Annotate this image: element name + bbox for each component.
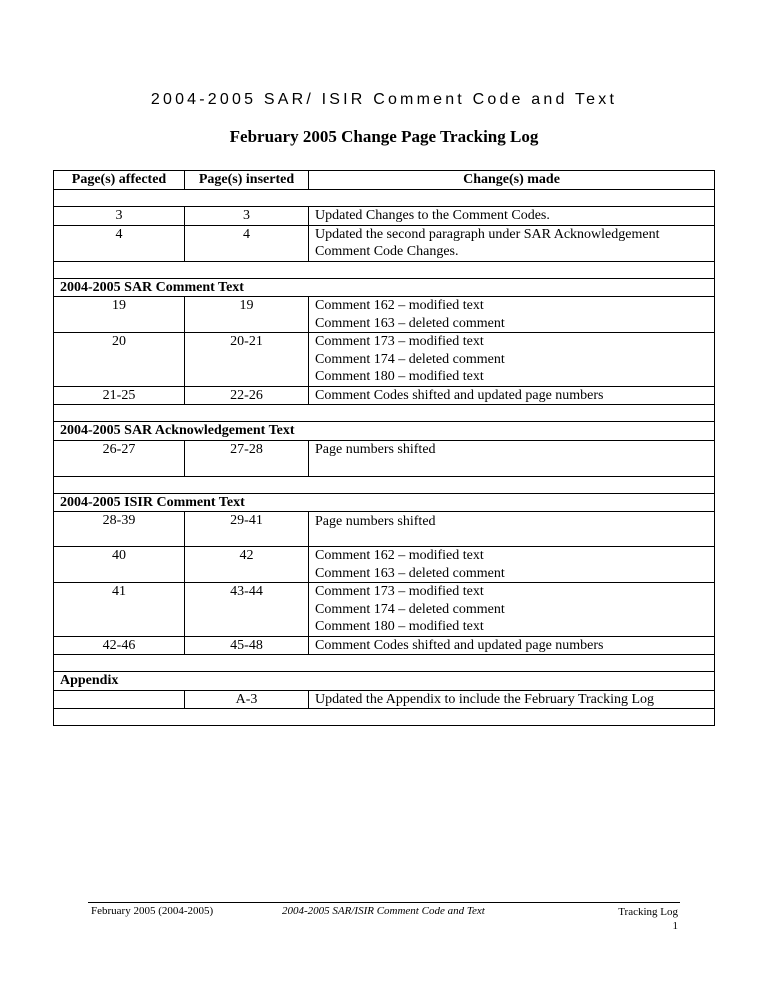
section-heading-row xyxy=(54,422,715,441)
section-heading-row xyxy=(54,672,715,691)
section-heading-row xyxy=(54,493,715,512)
pages-inserted-cell: 42 xyxy=(185,547,309,583)
section-title: 2004-2005 SAR Comment Text xyxy=(54,278,715,297)
change-line: Comment 180 – modified text xyxy=(315,369,484,384)
table-row xyxy=(54,297,715,333)
section-title: 2004-2005 SAR Acknowledgement Text xyxy=(54,422,715,441)
tracking-log-table xyxy=(53,170,715,726)
change-line: Comment 173 – modified text xyxy=(315,584,484,599)
pages-affected-cell: 3 xyxy=(54,207,185,226)
footer-document-title: 2004-2005 SAR/ISIR Comment Code and Text xyxy=(282,905,485,917)
change-line: Updated Changes to the Comment Codes. xyxy=(315,208,550,223)
change-line: Comment 180 – modified text xyxy=(315,619,484,634)
pages-inserted-cell: 3 xyxy=(185,207,309,226)
pages-inserted-cell: 20-21 xyxy=(185,333,309,387)
header-changes-made: Change(s) made xyxy=(309,171,715,190)
pages-inserted-cell: 19 xyxy=(185,297,309,333)
change-line: Comment 162 – modified text xyxy=(315,548,484,563)
footer-section-label: Tracking Log xyxy=(618,906,678,918)
spacer-row xyxy=(54,261,715,278)
table-header-row xyxy=(54,171,715,190)
pages-affected-cell: 20 xyxy=(54,333,185,387)
changes-cell xyxy=(309,386,715,405)
change-line: Page numbers shifted xyxy=(315,514,436,529)
table-row xyxy=(54,225,715,261)
page-number: 1 xyxy=(672,920,678,932)
pages-affected-cell: 4 xyxy=(54,225,185,261)
section-title: 2004-2005 ISIR Comment Text xyxy=(54,493,715,512)
table-row xyxy=(54,333,715,387)
pages-affected-cell xyxy=(54,690,185,709)
table-row xyxy=(54,386,715,405)
change-line: Comment 173 – modified text xyxy=(315,334,484,349)
footer-date: February 2005 (2004-2005) xyxy=(91,905,214,917)
change-line: Comment 162 – modified text xyxy=(315,298,484,313)
pages-inserted-cell: A-3 xyxy=(185,690,309,709)
change-line: Updated the second paragraph under SAR Acknowledgement xyxy=(315,226,660,242)
pages-inserted-cell: 45-48 xyxy=(185,636,309,655)
pages-affected-cell: 28-39 xyxy=(54,512,185,547)
change-line: Page numbers shifted xyxy=(315,441,436,457)
change-line: Comment Codes shifted and updated page numbers xyxy=(315,387,604,403)
changes-cell xyxy=(309,207,715,226)
spacer-row xyxy=(54,405,715,422)
changes-cell xyxy=(309,440,715,476)
section-heading-row xyxy=(54,278,715,297)
spacer-row xyxy=(54,709,715,726)
table-row xyxy=(54,207,715,226)
table-row xyxy=(54,440,715,476)
table-row xyxy=(54,583,715,637)
pages-inserted-cell: 4 xyxy=(185,225,309,261)
header-pages-affected: Page(s) affected xyxy=(54,171,185,190)
change-line: Comment Code Changes. xyxy=(315,244,459,259)
pages-affected-cell: 21-25 xyxy=(54,386,185,405)
footer-divider xyxy=(88,902,680,903)
document-title: 2004-2005 SAR/ ISIR Comment Code and Text xyxy=(150,91,618,108)
pages-affected-cell: 26-27 xyxy=(54,440,185,476)
table-row xyxy=(54,636,715,655)
document-subtitle: February 2005 Change Page Tracking Log xyxy=(229,127,539,146)
change-line: Comment 174 – deleted comment xyxy=(315,601,505,617)
footer-page-info xyxy=(618,905,678,933)
changes-cell xyxy=(309,225,715,261)
pages-affected-cell: 19 xyxy=(54,297,185,333)
changes-cell xyxy=(309,512,715,547)
pages-inserted-cell: 27-28 xyxy=(185,440,309,476)
change-line: Updated the Appendix to include the February Tracking Log xyxy=(315,691,655,707)
change-line: Comment 163 – deleted comment xyxy=(315,565,505,581)
changes-cell xyxy=(309,690,715,709)
table-row xyxy=(54,512,715,547)
header-pages-inserted: Page(s) inserted xyxy=(185,171,309,190)
spacer-row xyxy=(54,190,715,207)
pages-inserted-cell: 22-26 xyxy=(185,386,309,405)
table-row xyxy=(54,690,715,709)
changes-cell xyxy=(309,636,715,655)
pages-affected-cell: 42-46 xyxy=(54,636,185,655)
changes-cell xyxy=(309,297,715,333)
pages-affected-cell: 41 xyxy=(54,583,185,637)
section-title: Appendix xyxy=(54,672,715,691)
pages-inserted-cell: 43-44 xyxy=(185,583,309,637)
spacer-row xyxy=(54,476,715,493)
changes-cell xyxy=(309,333,715,387)
change-line: Comment Codes shifted and updated page numbers xyxy=(315,637,604,653)
changes-cell xyxy=(309,583,715,637)
pages-inserted-cell: 29-41 xyxy=(185,512,309,547)
change-line: Comment 163 – deleted comment xyxy=(315,315,505,331)
change-line: Comment 174 – deleted comment xyxy=(315,351,505,367)
changes-cell xyxy=(309,547,715,583)
pages-affected-cell: 40 xyxy=(54,547,185,583)
table-row xyxy=(54,547,715,583)
spacer-row xyxy=(54,655,715,672)
